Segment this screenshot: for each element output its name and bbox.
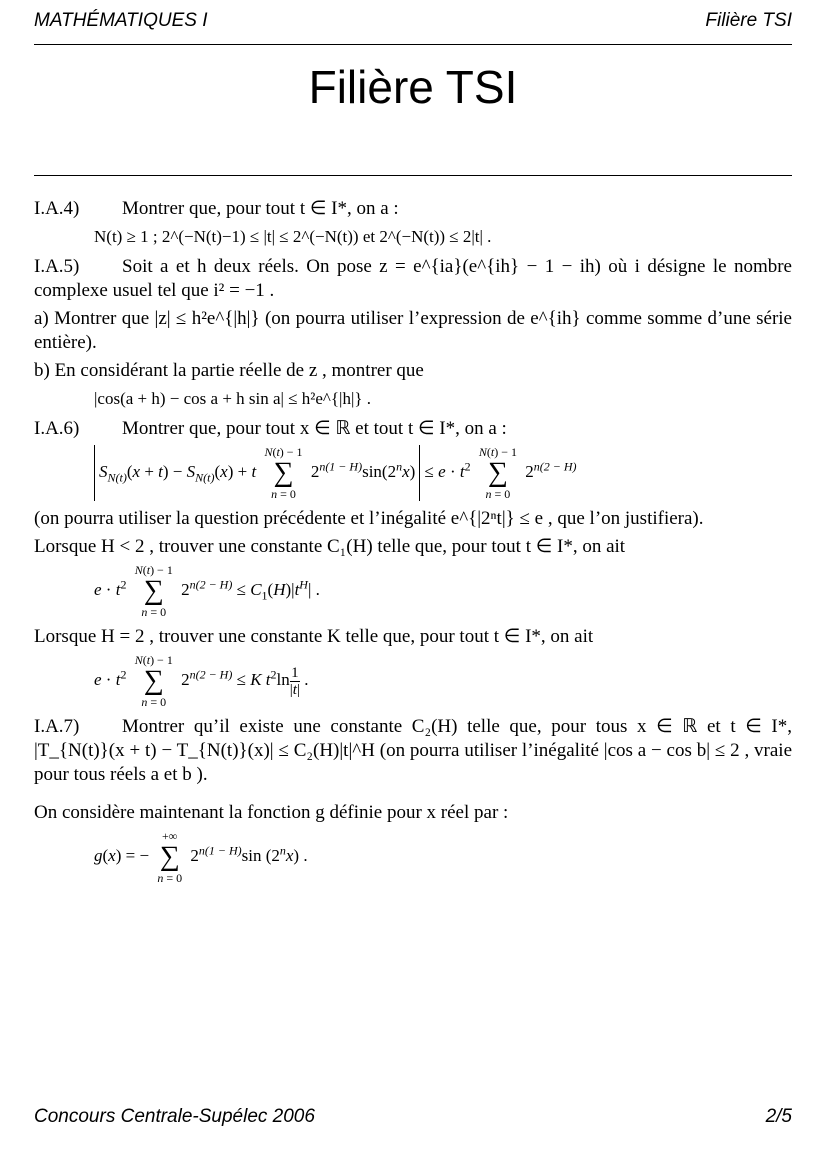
page-content [34, 197, 792, 891]
formula-g: g(x) = − +∞ ∑ n = 0 $2^{n(1 - H)}\sin$ (2$^n$x) . [94, 829, 308, 885]
question-label: I.A.7) [34, 716, 80, 737]
formula-ia6-k: $e \cdot t^2$ N(t) − 1 ∑ n = 0 $2^{n(2 - H)} \le K$ $t^2\ln$ $\frac{1}{|t|}$ . [94, 653, 309, 709]
question-text: Montrer que, pour tout t ∈ I*, on a : [122, 198, 399, 219]
header-left: MATHÉMATIQUES I [34, 10, 208, 31]
question-label: I.A.5) [34, 256, 80, 277]
question-ia4 [34, 197, 792, 221]
abs-expression: $S_{N(t)}(x + t) - S_{N(t)}(x) + t$ N(t) − 1 ∑ n = 0 $2^{n(1 - H)}\sin(2^nx)$ [94, 445, 420, 501]
formula-ia5: |cos(a + h) − cos a + h sin a| ≤ h²e^{|h|} . [94, 389, 372, 408]
question-ia6-h-eq-2: Lorsque H = 2 , trouver une constante K telle que, pour tout t ∈ I*, on ait [34, 626, 594, 647]
question-ia6-h-lt-2: Lorsque H < 2 , trouver une constante C₁(H) telle que, pour tout t ∈ I*, on ait [34, 536, 626, 557]
question-label: I.A.6) [34, 418, 80, 439]
question-ia5-b: b) En considérant la partie réelle de z , montrer que [34, 360, 424, 381]
sum-symbol: N(t) − 1 ∑ n = 0 [264, 445, 303, 501]
formula-ia6-c1: $e \cdot t^2$ N(t) − 1 ∑ n = 0 $2^{n(2 - H)} \le C_1(H)|t^H|$ . [94, 563, 320, 619]
question-label: I.A.4) [34, 198, 80, 219]
sum-symbol: N(t) − 1 ∑ n = 0 [478, 445, 517, 501]
question-ia6-hint: (on pourra utiliser la question précédente et l’inégalité e^{|2ⁿt|} ≤ e , que l’on justifiera). [34, 508, 704, 529]
header-right: Filière TSI [705, 10, 792, 31]
formula-ia4: N(t) ≥ 1 ; 2^(−N(t)−1) ≤ |t| ≤ 2^(−N(t)) et 2^(−N(t)) ≤ 2|t| . [94, 227, 492, 246]
header-rule [34, 44, 792, 45]
question-text: Montrer que, pour tout x ∈ ℝ et tout t ∈ I*, on a : [122, 418, 507, 439]
question-text: Montrer qu’il existe une constante C₂(H) telle que, pour tous x ∈ ℝ et t ∈ I*, |T_{N(t)}(x + t) − T_{N(t)}(x)| ≤ C₂(H)|t|^H (on pourra utiliser l’inégalité |cos a − cos b| ≤ 2 , vraie pour tous réels a et b ). [34, 716, 792, 785]
page-title: Filière TSI [308, 61, 518, 113]
sum-symbol: N(t) − 1 ∑ n = 0 [134, 563, 173, 619]
footer-left: Concours Centrale-Supélec 2006 [34, 1106, 315, 1127]
footer-page-number: 2/5 [765, 1106, 792, 1127]
question-ia5 [34, 255, 792, 303]
question-ia7 [34, 715, 792, 787]
question-text: Soit a et h deux réels. On pose z = e^{ia}(e^{ih} − 1 − ih) où i désigne le nombre complexe usuel tel que i² = −1 . [34, 256, 792, 301]
title-rule [34, 175, 792, 176]
question-ia6 [34, 417, 792, 441]
sum-symbol: +∞ ∑ n = 0 [157, 829, 183, 885]
question-ia5-a: a) Montrer que |z| ≤ h²e^{|h|} (on pourra utiliser l’expression de e^{ih} comme somme d’une série entière). [34, 308, 792, 353]
g-definition-text: On considère maintenant la fonction g définie pour x réel par : [34, 802, 509, 823]
sum-symbol: N(t) − 1 ∑ n = 0 [134, 653, 173, 709]
formula-ia6: $S_{N(t)}(x + t) - S_{N(t)}(x) + t$ N(t) − 1 ∑ n = 0 $2^{n(1 - H)}\sin(2^nx) \le e \cdot t^2$ N(t) − 1 ∑ n = 0 $2^{n(2 - H)}$ [94, 445, 792, 501]
